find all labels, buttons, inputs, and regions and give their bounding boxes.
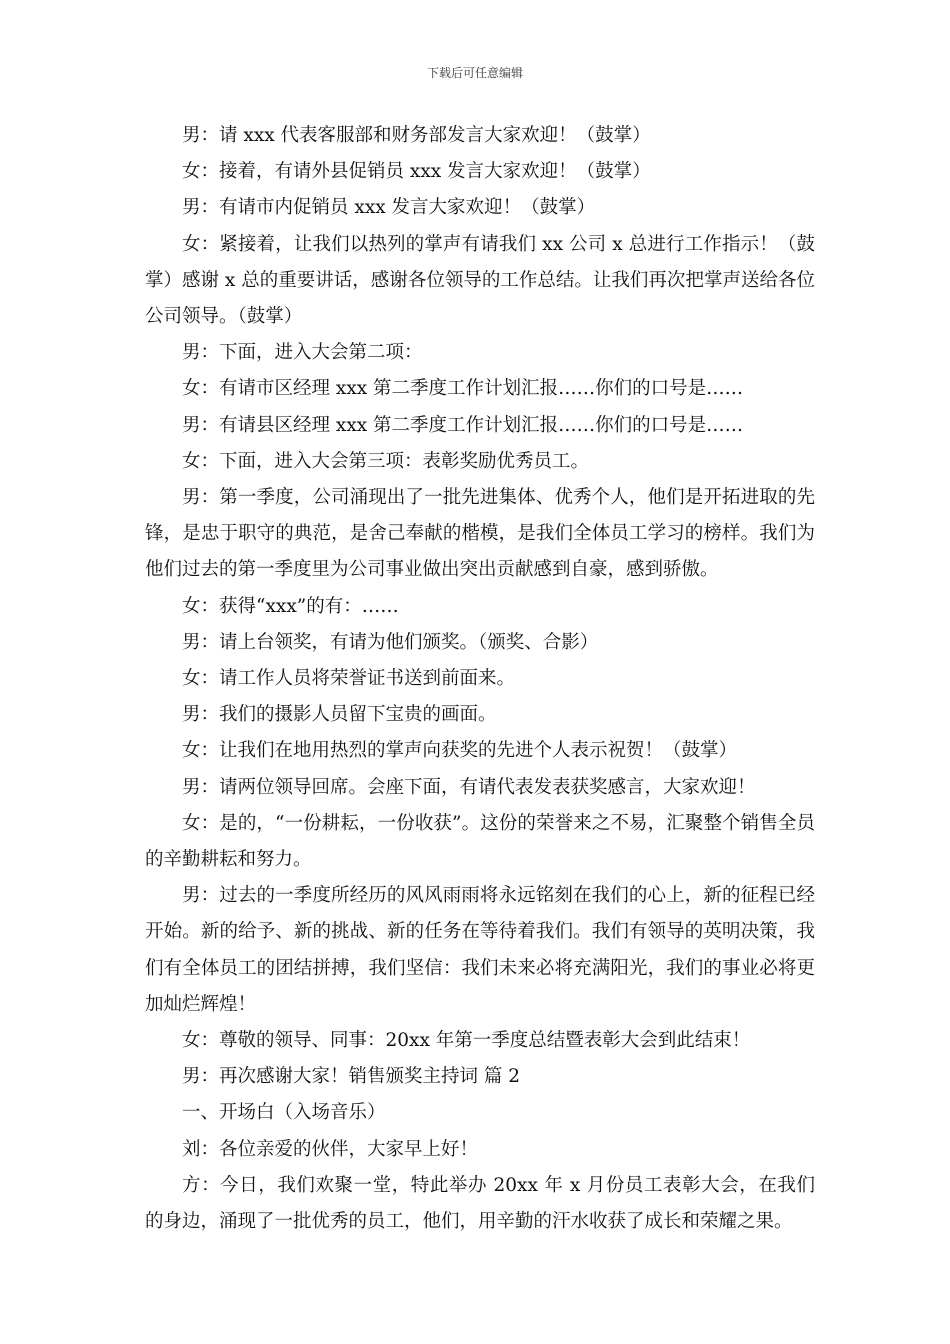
paragraph: 女：请工作人员将荣誉证书送到前面来。 bbox=[182, 668, 516, 690]
paragraph: 男：过去的一季度所经历的风风雨雨将永远铭刻在我们的心上，新的征程已经开始。新的给予、新的挑战、新的任务在等待着我们。我们有领导的英明决策，我们有全体员工的团结拼搏，我们坚信：我们未来必将充满阳光，我们的事业必将更加灿烂辉煌！ bbox=[145, 885, 815, 1015]
paragraph: 一、开场白（入场音乐） bbox=[182, 1102, 386, 1124]
document-body bbox=[145, 118, 815, 1240]
paragraph: 女：有请市区经理 xxx 第二季度工作计划汇报……你们的口号是…… bbox=[182, 378, 744, 400]
paragraph: 男：请上台领奖，有请为他们颁奖。（颁奖、合影） bbox=[182, 631, 599, 653]
paragraph: 男：我们的摄影人员留下宝贵的画面。 bbox=[182, 704, 497, 726]
paragraph: 女：接着，有请外县促销员 xxx 发言大家欢迎！（鼓掌） bbox=[182, 161, 651, 183]
paragraph: 女：获得“xxx”的有：…… bbox=[182, 595, 399, 617]
paragraph: 男：有请市内促销员 xxx 发言大家欢迎！（鼓掌） bbox=[182, 197, 596, 219]
paragraph: 方：今日，我们欢聚一堂，特此举办 20xx 年 x 月份员工表彰大会，在我们的身边，涌现了一批优秀的员工，他们，用辛勤的汗水收获了成长和荣耀之果。 bbox=[145, 1174, 815, 1233]
paragraph: 女：下面，进入大会第三项：表彰奖励优秀员工。 bbox=[182, 450, 590, 472]
paragraph: 女：是的，“一份耕耘，一份收获”。这份的荣誉来之不易，汇聚整个销售全员的辛勤耕耘和努力。 bbox=[145, 812, 815, 871]
paragraph: 男：下面，进入大会第二项： bbox=[182, 342, 423, 364]
paragraph: 男：请 xxx 代表客服部和财务部发言大家欢迎！（鼓掌） bbox=[182, 125, 651, 146]
paragraph: 女：让我们在地用热烈的掌声向获奖的先进个人表示祝贺！（鼓掌） bbox=[182, 740, 738, 762]
paragraph: 男：请两位领导回席。会座下面，有请代表发表获奖感言，大家欢迎！ bbox=[182, 776, 756, 798]
paragraph: 男：再次感谢大家！销售颁奖主持词 篇 2 bbox=[182, 1066, 521, 1088]
paragraph: 男：第一季度，公司涌现出了一批先进集体、优秀个人，他们是开拓进取的先锋，是忠于职守的典范，是舍己奉献的楷模，是我们全体员工学习的榜样。我们为他们过去的第一季度里为公司事业做出突出贡献感到自豪，感到骄傲。 bbox=[145, 487, 815, 581]
page-header: 下载后可任意编辑 bbox=[426, 66, 523, 80]
paragraph: 刘：各位亲爱的伙伴，大家早上好！ bbox=[182, 1138, 479, 1160]
paragraph: 男：有请县区经理 xxx 第二季度工作计划汇报……你们的口号是…… bbox=[182, 414, 744, 436]
paragraph: 女：紧接着，让我们以热列的掌声有请我们 xx 公司 x 总进行工作指示！（鼓掌）感谢 x 总的重要讲话，感谢各位领导的工作总结。让我们再次把掌声送给各位公司领导。（鼓掌） bbox=[145, 233, 815, 328]
paragraph: 女：尊敬的领导、同事：20xx 年第一季度总结暨表彰大会到此结束！ bbox=[182, 1030, 751, 1052]
